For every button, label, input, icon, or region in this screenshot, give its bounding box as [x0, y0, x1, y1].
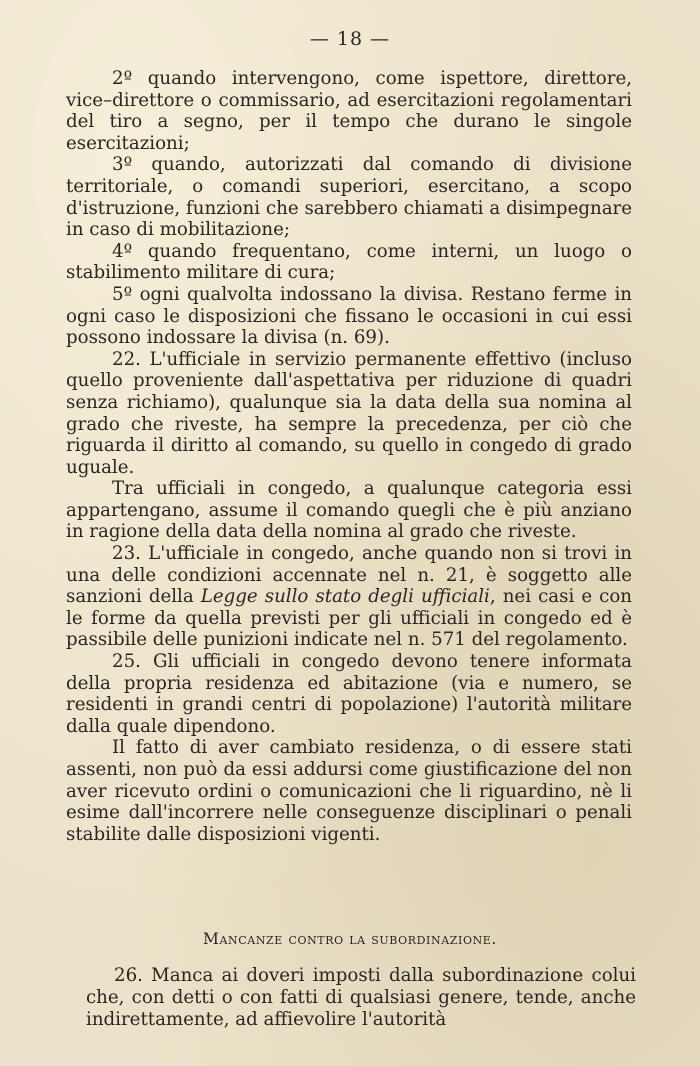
page-number: — 18 — [309, 28, 391, 50]
paragraph-4: 4º quando frequentano, come interni, un luogo o stabilimento militare di cura; [66, 240, 632, 284]
body-text [66, 68, 632, 845]
law-title-italic: Legge sullo stato degli ufficiali [200, 586, 490, 608]
section-heading: Mancanze contro la subordinazione. [203, 930, 497, 948]
paragraph-22-continued: Tra ufficiali in congedo, a qualunque categoria essi appartengano, assume il comando quegli che è più anziano in ragione della data della nomina al grado che riveste. [66, 478, 632, 543]
paragraph-22: 22. L'ufficiale in servizio permanente effettivo (incluso quello proveniente dall'aspettativa per riduzione di quadri senza richiamo), qualunque sia la data della sua nomina al grado che riveste, ha sempre la precedenza, per ciò che riguarda il diritto al comando, su quello in congedo di grado uguale. [66, 348, 632, 478]
paragraph-25: 25. Gli ufficiali in congedo devono tenere informata della propria residenza ed abitazione (via e numero, se residenti in grandi centri di popolazione) l'autorità militare dalla quale dipendono. [66, 651, 632, 737]
paragraph-25-continued: Il fatto di aver cambiato residenza, o di essere stati assenti, non può da essi addursi come giustificazione del non aver ricevuto ordini o comunicazioni che li riguardino, nè li esime dall'incorrere nelle conseguenze disciplinari o penali stabilite dalle disposizioni vigenti. [66, 737, 632, 845]
paragraph-5: 5º ogni qualvolta indossano la divisa. Restano ferme in ogni caso le disposizioni che fissano le occasioni in cui essi possono indossare la divisa (n. 69). [66, 283, 632, 349]
paragraph-26: 26. Manca ai doveri imposti dalla subordinazione colui che, con detti o con fatti di qualsiasi genere, tende, anche indirettamente, ad affievolire l'autorità [86, 965, 636, 1030]
section-body [86, 965, 636, 1031]
paragraph-23-after: , nei casi e con le forme da quella previsti per gli ufficiali in congedo ed è passibile delle punizioni indicate nel n. 571 del regolamento. [66, 586, 632, 651]
paragraph-23 [66, 543, 632, 651]
paragraph-3: 3º quando, autorizzati dal comando di divisione territoriale, o comandi superiori, esercitano, a scopo d'istruzione, funzioni che sarebbero chiamati a disimpegnare in caso di mobilitazione; [66, 154, 632, 241]
paragraph-23-before: 23. L'ufficiale in congedo, anche quando non si trovi in una delle condizioni accennate nel n. 21, è soggetto alle sanzioni della [66, 543, 632, 608]
paragraph-2: 2º quando intervengono, come ispettore, direttore, vice–direttore o commissario, ad esercitazioni regolamentari del tiro a segno, per il tempo che durano le singole esercitazioni; [66, 68, 632, 154]
